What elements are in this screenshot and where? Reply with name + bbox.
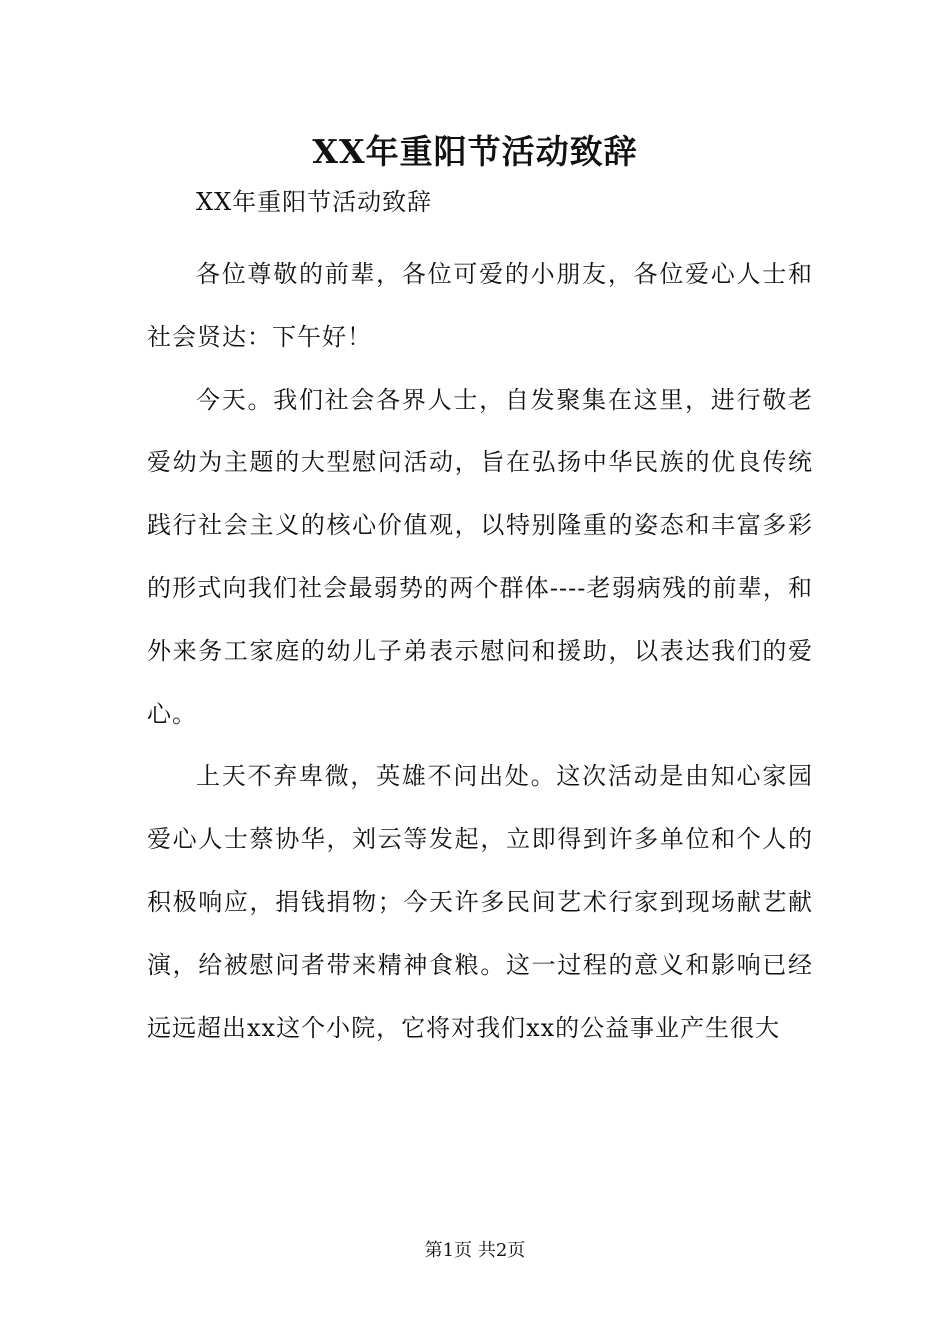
document-subtitle: XX年重阳节活动致辞 <box>196 188 433 216</box>
paragraph-purpose: 今天。我们社会各界人士，自发聚集在这里，进行敬老爱幼为主题的大型慰问活动，旨在弘扬中华民族的优良传统践行社会主义的核心价值观，以特别隆重的姿态和丰富多彩的形式向我们社会最弱势的两个群体----老弱病残的前辈，和外来务工家庭的幼儿子弟表示慰问和援助，以表达我们的爱心。 <box>147 385 813 728</box>
page-footer: 第1页 共2页 <box>424 1240 526 1261</box>
document-body <box>147 243 813 1059</box>
paragraph-greeting: 各位尊敬的前辈，各位可爱的小朋友，各位爱心人士和社会贤达：下午好！ <box>147 260 813 351</box>
paragraph-organizers: 上天不弃卑微，英雄不问出处。这次活动是由知心家园爱心人士蔡协华，刘云等发起，立即得到许多单位和个人的积极响应，捐钱捐物；今天许多民间艺术行家到现场献艺献演，给被慰问者带来精神食粮。这一过程的意义和影响已经远远超出xx这个小院，它将对我们xx的公益事业产生很大 <box>147 762 813 1042</box>
document-title: XX年重阳节活动致辞 <box>312 132 638 171</box>
